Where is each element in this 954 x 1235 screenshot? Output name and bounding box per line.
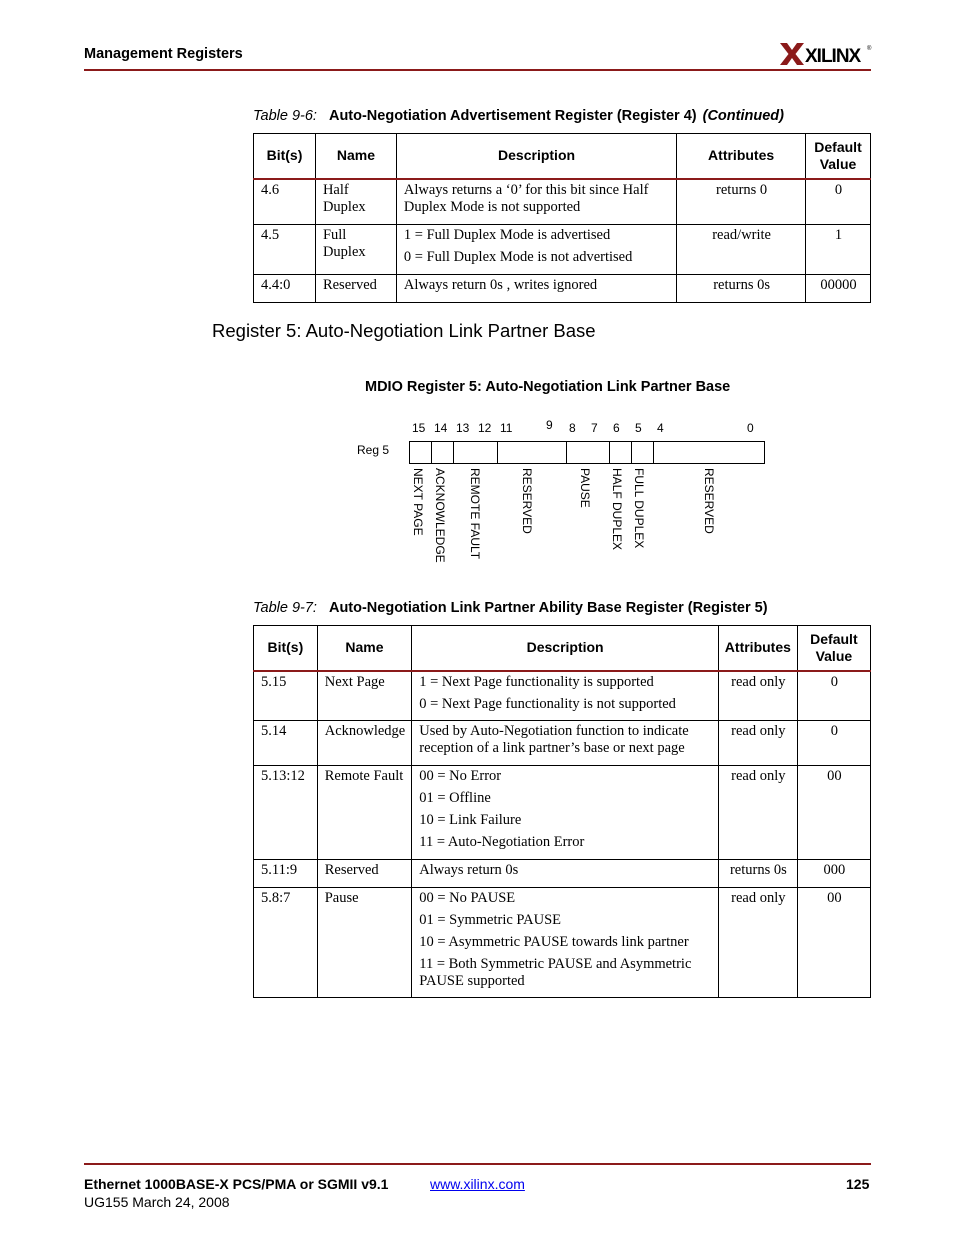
table-9-7-label: Table 9-7: xyxy=(253,600,317,616)
bit-field-label: REMOTE FAULT xyxy=(468,468,482,560)
cell-name: Reserved xyxy=(315,275,396,303)
cell-bits: 5.11:9 xyxy=(254,860,318,888)
cell-name: Half Duplex xyxy=(315,179,396,225)
logo-wordmark: XILINX xyxy=(805,46,861,67)
table-row xyxy=(254,721,871,766)
svg-text:®: ® xyxy=(867,46,872,52)
description-line: 0 = Full Duplex Mode is not advertised xyxy=(403,249,633,265)
page-number: 125 xyxy=(846,1176,870,1192)
cell-bits: 4.6 xyxy=(254,179,316,225)
table-9-6-label: Table 9-6: xyxy=(253,108,317,124)
cell-description xyxy=(412,860,719,888)
col-header-description: Description xyxy=(396,134,676,179)
bit-number-label: 13 xyxy=(456,421,470,435)
cell-attributes: read/write xyxy=(677,225,806,275)
bit-field-label: RESERVED xyxy=(702,468,716,534)
register-box xyxy=(409,441,765,464)
bit-number-label: 5 xyxy=(635,421,642,435)
bit-field-divider xyxy=(653,441,654,464)
bit-number-label: 14 xyxy=(434,421,448,435)
bit-field-label: FULL DUPLEX xyxy=(632,468,646,549)
cell-default-value: 0 xyxy=(797,671,870,721)
cell-default-value: 00000 xyxy=(806,275,871,303)
cell-name: Acknowledge xyxy=(317,721,412,766)
table-9-6 xyxy=(253,133,871,303)
col-header-name: Name xyxy=(317,626,412,671)
col-header-default-value: Default Value xyxy=(797,626,870,671)
description-line: 00 = No PAUSE xyxy=(419,890,516,906)
col-header-name: Name xyxy=(315,134,396,179)
cell-default-value: 00 xyxy=(797,766,870,860)
bit-number-label: 12 xyxy=(478,421,492,435)
cell-bits: 5.15 xyxy=(254,671,318,721)
section-heading: Register 5: Auto-Negotiation Link Partner Base xyxy=(212,320,596,341)
cell-bits: 4.4:0 xyxy=(254,275,316,303)
bit-field-divider xyxy=(453,441,454,464)
col-header-attributes: Attributes xyxy=(718,626,797,671)
table-9-7 xyxy=(253,625,871,998)
cell-attributes: returns 0s xyxy=(718,860,797,888)
footer-rule xyxy=(84,1163,871,1165)
register-label: Reg 5 xyxy=(357,443,390,457)
table-row xyxy=(254,671,871,721)
table-row xyxy=(254,225,871,275)
table-9-6-title: Auto-Negotiation Advertisement Register (Register 4) xyxy=(328,108,697,124)
table-9-6-caption xyxy=(253,108,784,124)
cell-default-value: 1 xyxy=(806,225,871,275)
cell-attributes: read only xyxy=(718,671,797,721)
cell-attributes: returns 0s xyxy=(677,275,806,303)
col-header-bits: Bit(s) xyxy=(254,626,318,671)
table-9-6-continued: (Continued) xyxy=(702,108,784,124)
cell-default-value: 00 xyxy=(797,888,870,998)
col-header-bits: Bit(s) xyxy=(254,134,316,179)
cell-attributes: returns 0 xyxy=(677,179,806,225)
table-row xyxy=(254,860,871,888)
footer-doc-id-date: UG155 March 24, 2008 xyxy=(84,1194,230,1210)
cell-description xyxy=(396,275,676,303)
bit-field-label: NEXT PAGE xyxy=(411,468,425,536)
cell-attributes: read only xyxy=(718,888,797,998)
bit-field-label: HALF DUPLEX xyxy=(610,468,624,551)
cell-bits: 5.14 xyxy=(254,721,318,766)
footer-document-title: Ethernet 1000BASE-X PCS/PMA or SGMII v9.1 xyxy=(84,1176,389,1192)
bit-field-divider xyxy=(631,441,632,464)
bit-field-divider xyxy=(566,441,567,464)
table-header-row xyxy=(254,626,871,671)
bit-field-label: PAUSE xyxy=(578,468,592,508)
description-line: Used by Auto-Negotiation function to indicate reception of a link partner’s base or next page xyxy=(419,723,689,756)
table-row xyxy=(254,275,871,303)
table-9-7-title: Auto-Negotiation Link Partner Ability Base Register (Register 5) xyxy=(328,600,768,616)
description-line: 00 = No Error xyxy=(419,768,502,784)
cell-name: Next Page xyxy=(317,671,412,721)
cell-name: Full Duplex xyxy=(315,225,396,275)
cell-attributes: read only xyxy=(718,721,797,766)
cell-default-value: 000 xyxy=(797,860,870,888)
description-line: 10 = Asymmetric PAUSE towards link partner xyxy=(419,934,689,950)
description-line: 11 = Both Symmetric PAUSE and Asymmetric PAUSE supported xyxy=(419,956,692,989)
xilinx-logo xyxy=(778,40,874,68)
bit-field-divider xyxy=(609,441,610,464)
footer-website-link[interactable]: www.xilinx.com xyxy=(430,1176,525,1192)
table-9-7-caption xyxy=(253,600,768,616)
description-line: 11 = Auto-Negotiation Error xyxy=(419,834,585,850)
bit-number-label: 8 xyxy=(569,421,576,435)
cell-name: Pause xyxy=(317,888,412,998)
bit-field-label: ACKNOWLEDGE xyxy=(433,468,447,563)
description-line: 10 = Link Failure xyxy=(419,812,522,828)
cell-default-value: 0 xyxy=(797,721,870,766)
cell-bits: 4.5 xyxy=(254,225,316,275)
cell-description xyxy=(396,179,676,225)
bit-field-divider xyxy=(431,441,432,464)
bit-number-label: 15 xyxy=(412,421,426,435)
cell-bits: 5.13:12 xyxy=(254,766,318,860)
description-line: Always returns a ‘0’ for this bit since Half Duplex Mode is not supported xyxy=(403,181,649,215)
table-row xyxy=(254,888,871,998)
description-line: 01 = Symmetric PAUSE xyxy=(419,912,562,928)
bit-number-label: 0 xyxy=(747,421,754,435)
cell-attributes: read only xyxy=(718,766,797,860)
bit-number-label: 7 xyxy=(591,421,598,435)
cell-bits: 5.8:7 xyxy=(254,888,318,998)
header-rule xyxy=(84,69,871,71)
col-header-description: Description xyxy=(412,626,719,671)
table-row xyxy=(254,766,871,860)
cell-description xyxy=(412,888,719,998)
description-line: Always return 0s , writes ignored xyxy=(403,277,598,293)
bit-number-label: 6 xyxy=(613,421,620,435)
description-line: 0 = Next Page functionality is not supported xyxy=(419,695,676,712)
description-line: 01 = Offline xyxy=(419,790,491,806)
register-figure-title: MDIO Register 5: Auto-Negotiation Link Partner Base xyxy=(365,379,731,395)
cell-name: Reserved xyxy=(317,860,412,888)
cell-name: Remote Fault xyxy=(317,766,412,860)
description-line: Always return 0s xyxy=(419,862,519,878)
cell-default-value: 0 xyxy=(806,179,871,225)
bit-number-label: 4 xyxy=(657,421,664,435)
description-line: 1 = Full Duplex Mode is advertised xyxy=(403,227,611,243)
col-header-attributes: Attributes xyxy=(677,134,806,179)
cell-description xyxy=(412,671,719,721)
col-header-default-value: Default Value xyxy=(806,134,871,179)
table-row xyxy=(254,179,871,225)
bit-number-label: 11 xyxy=(500,421,513,435)
cell-description xyxy=(412,721,719,766)
bit-field-label: RESERVED xyxy=(520,468,534,534)
cell-description xyxy=(396,225,676,275)
table-header-row xyxy=(254,134,871,179)
description-line: 1 = Next Page functionality is supported xyxy=(419,673,654,690)
bit-number-label: 9 xyxy=(546,418,553,432)
running-header-title: Management Registers xyxy=(84,46,243,62)
bit-field-divider xyxy=(497,441,498,464)
cell-description xyxy=(412,766,719,860)
